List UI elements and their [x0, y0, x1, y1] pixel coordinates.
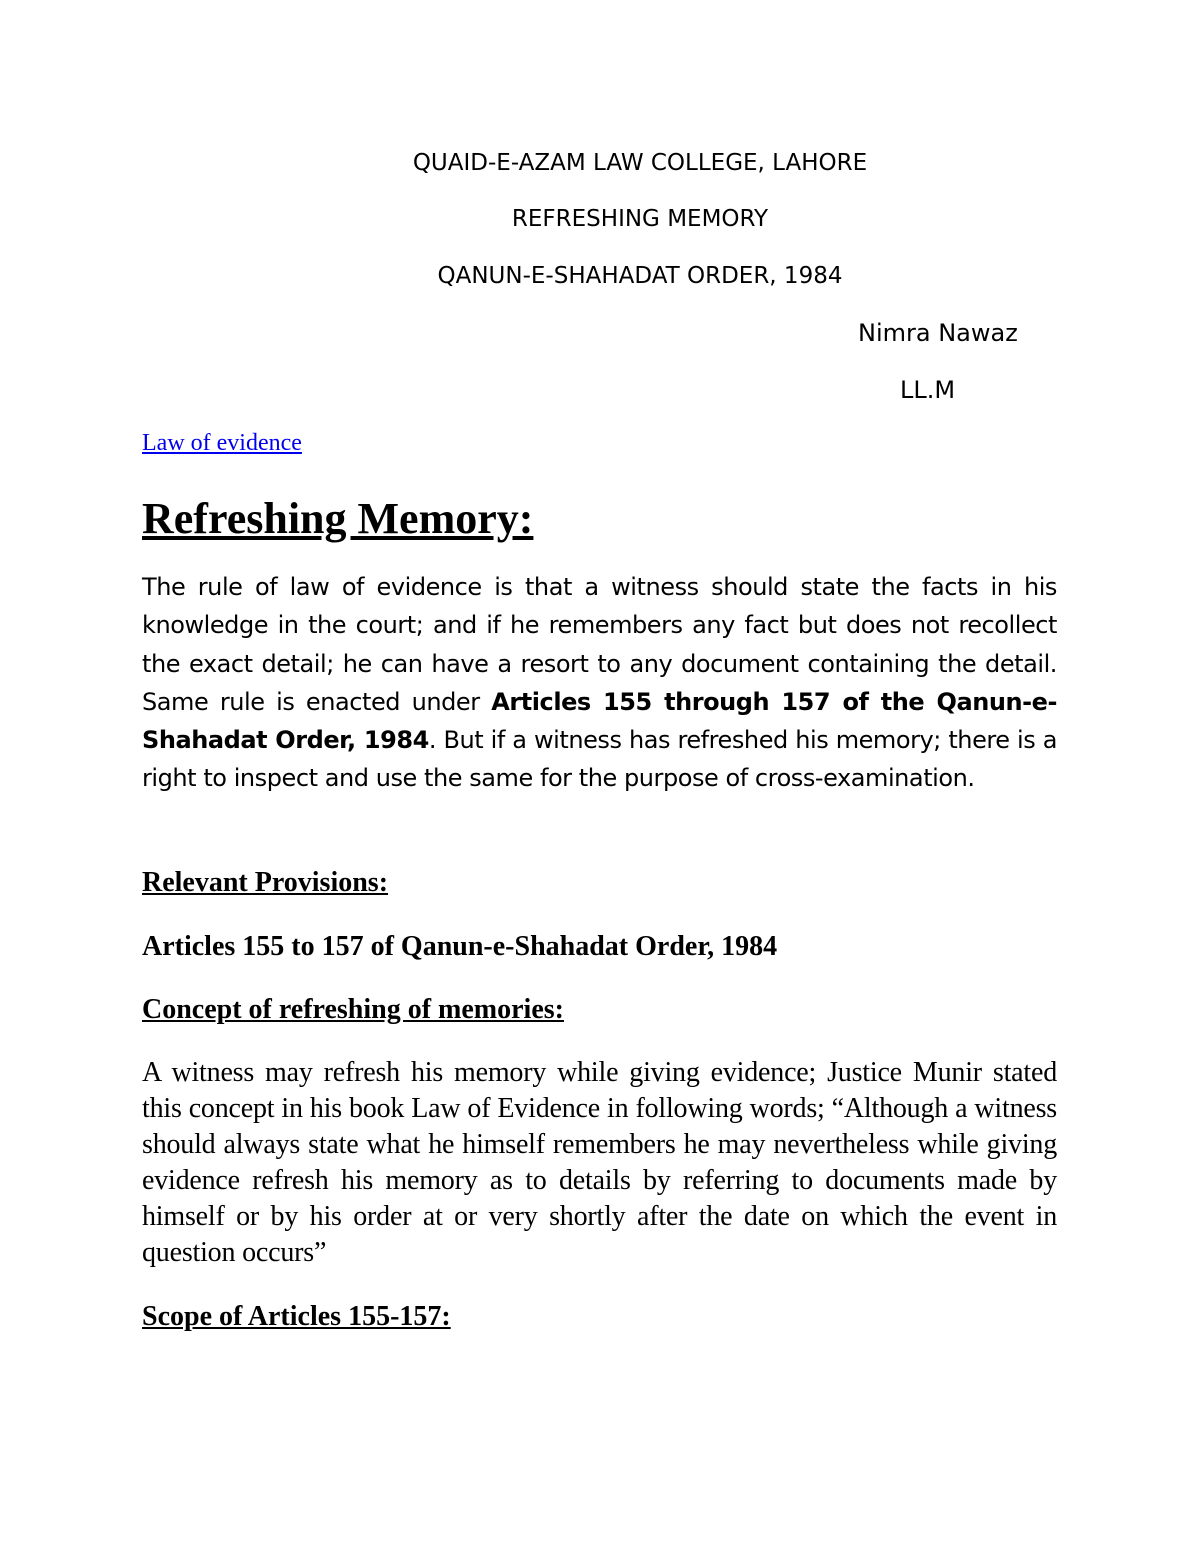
intro-bold-articles: Articles 155 through 157 of the Qanun-e-Shahadat Order, 1984 [142, 687, 1058, 755]
intro-text-part2: . But if a witness has refreshed his memory; there is a right to inspect and use the same for the purpose of cross-examination. [142, 726, 1057, 793]
main-heading: Refreshing Memory: [142, 494, 534, 543]
intro-paragraph [142, 568, 1057, 798]
intro-text-part1: The rule of law of evidence is that a witness should state the facts in his knowledge in the court; and if he remembers any fact but does not recollect the exact detail; he can have a resort to any document containing the detail. Same rule is enacted under [142, 573, 1057, 716]
college-name: QUAID-E-AZAM LAW COLLEGE, LAHORE [412, 150, 868, 176]
statute-title: QANUN-E-SHAHADAT ORDER, 1984 [437, 263, 843, 289]
document-topic: REFRESHING MEMORY [511, 206, 769, 232]
author-name: Nimra Nawaz [858, 319, 1018, 347]
concept-heading: Concept of refreshing of memories: [142, 994, 564, 1025]
author-degree: LL.M [900, 376, 956, 404]
concept-paragraph: A witness may refresh his memory while giving evidence; Justice Munir stated this concept in his book Law of Evidence in following words; “Although a witness should always state what he himself remembers he may nevertheless while giving evidence refresh his memory as to details by referring to documents made by himself or by his order at or very shortly after the date on which the event in question occurs” [142, 1057, 1057, 1268]
scope-heading: Scope of Articles 155-157: [142, 1301, 451, 1332]
relevant-provisions-heading: Relevant Provisions: [142, 867, 389, 898]
law-of-evidence-link[interactable]: Law of evidence [142, 430, 302, 456]
articles-line: Articles 155 to 157 of Qanun-e-Shahadat Order, 1984 [142, 931, 778, 962]
